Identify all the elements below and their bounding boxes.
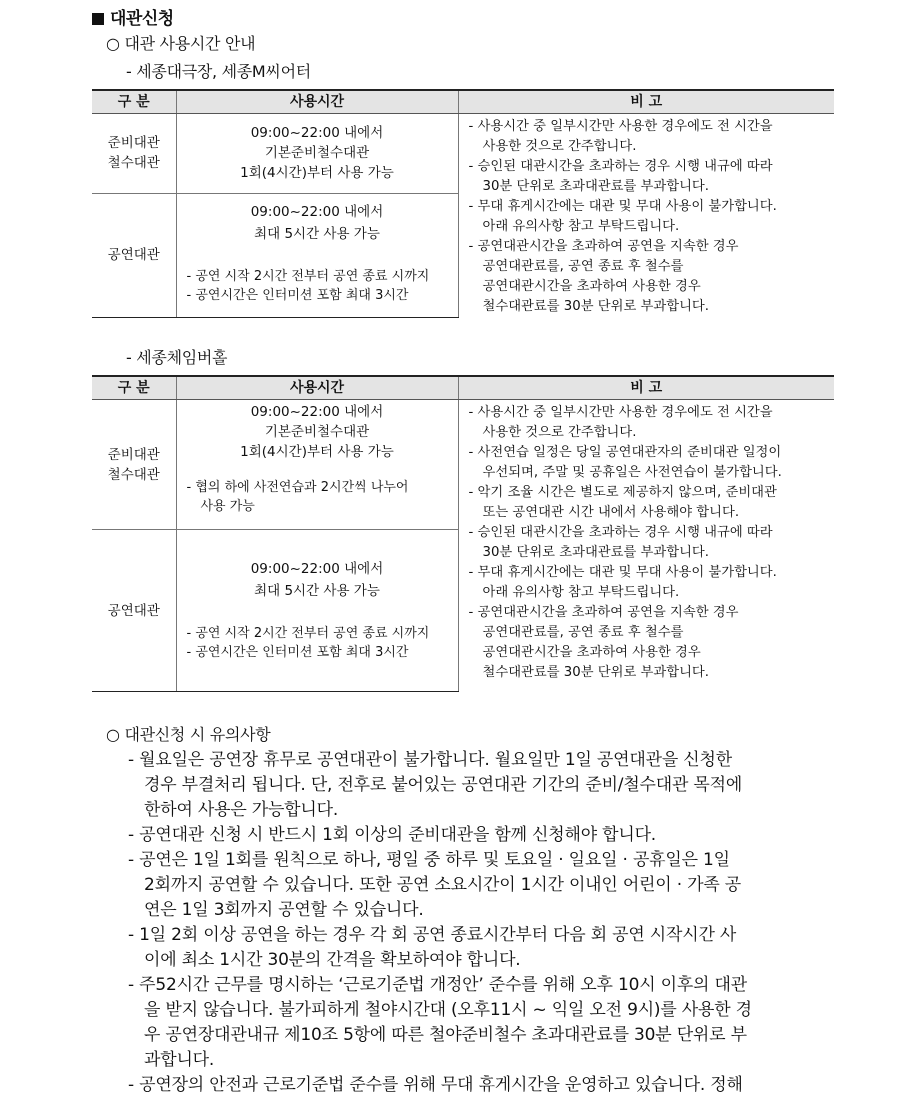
time-line: 09:00~22:00 내에서 — [250, 203, 384, 220]
header-time: 사용시간 — [176, 90, 458, 114]
note-item: - 공연대관시간을 초과하여 공연을 지속한 경우 공연대관료를, 공연 종료 후 철수를 공연대관시간을 초과하여 사용한 경우 철수대관료를 30분 단위로 부과합니다. — [468, 239, 739, 314]
hours-table-2 — [92, 375, 834, 692]
note-item: - 사용시간 중 일부시간만 사용한 경우에도 전 시간을 사용한 것으로 간주합니다. — [468, 119, 773, 154]
section-title: 대관신청 — [92, 4, 174, 29]
header-category: 구 분 — [92, 376, 176, 400]
table-header-row — [92, 90, 834, 114]
time-note: - 협의 하에 사전연습과 2시간씩 나누어 사용 가능 — [186, 480, 409, 514]
header-note: 비 고 — [458, 376, 834, 400]
note-cell — [458, 400, 834, 692]
note-item: - 승인된 대관시간을 초과하는 경우 시행 내규에 따라 30분 단위로 초과대관료를 부과합니다. — [468, 159, 773, 194]
time-line: 기본준비철수대관 — [264, 145, 370, 162]
time-note: - 공연시간은 인터미션 포함 최대 3시간 — [186, 287, 409, 303]
note-item: - 사용시간 중 일부시간만 사용한 경우에도 전 시간을 사용한 것으로 간주합니다. — [468, 405, 773, 440]
row-category: 준비대관 철수대관 — [92, 400, 176, 530]
time-line: 1회(4시간)부터 사용 가능 — [240, 444, 394, 460]
precaution-item: - 월요일은 공연장 휴무로 공연대관이 불가합니다. 월요일만 1일 공연대관을 신청한 경우 부결처리 됩니다. 단, 전후로 붙어있는 공연대관 기간의 준비/철수대관 목적에 한하여 사용은 가능합니다. — [128, 750, 743, 820]
row-category: 준비대관 철수대관 — [92, 114, 176, 194]
venue2-heading: - 세종체임버홀 — [126, 348, 228, 367]
time-note: - 공연 시작 2시간 전부터 공연 종료 시까지 — [186, 268, 430, 284]
time-line: 최대 5시간 사용 가능 — [254, 225, 380, 242]
row-time — [176, 400, 458, 530]
precaution-item: - 주52시간 근무를 명시하는 ‘근로기준법 개정안’ 준수를 위해 오후 10시 이후의 대관 을 받지 않습니다. 불가피하게 철야시간대 (오후11시 ~ 익일 오전 9시)를 사용한 경 우 공연장대관내규 제10조 5항에 따른 철야준비철수 초과대관료를 30분 단위로 부 과합니다. — [128, 975, 752, 1070]
time-line: 기본준비철수대관 — [264, 424, 370, 440]
time-line: 09:00~22:00 내에서 — [250, 125, 384, 142]
table-header-row — [92, 376, 834, 400]
precautions-heading: ○ 대관신청 시 유의사항 — [106, 725, 271, 744]
precaution-item: - 공연장의 안전과 근로기준법 준수를 위해 무대 휴게시간을 운영하고 있습니다. 정해 — [128, 1075, 743, 1095]
table-row — [92, 114, 834, 194]
square-bullet-icon — [92, 13, 104, 25]
row-category: 공연대관 — [92, 193, 176, 317]
row-time — [176, 114, 458, 194]
header-note: 비 고 — [458, 90, 834, 114]
header-category: 구 분 — [92, 90, 176, 114]
time-line: 09:00~22:00 내에서 — [250, 561, 384, 577]
precaution-item: - 1일 2회 이상 공연을 하는 경우 각 회 공연 종료시간부터 다음 회 공연 시작시간 사 이에 최소 1시간 30분의 간격을 확보하여야 합니다. — [128, 925, 737, 970]
table-row — [92, 400, 834, 530]
time-line: 최대 5시간 사용 가능 — [254, 583, 380, 599]
note-item: - 무대 휴게시간에는 대관 및 무대 사용이 불가합니다. 아래 유의사항 참고 부탁드립니다. — [468, 199, 777, 234]
row-time — [176, 530, 458, 692]
hours-table-1 — [92, 89, 834, 318]
note-item: - 승인된 대관시간을 초과하는 경우 시행 내규에 따라 30분 단위로 초과대관료를 부과합니다. — [468, 525, 773, 560]
time-line: 09:00~22:00 내에서 — [250, 404, 384, 420]
venue1-heading: - 세종대극장, 세종M씨어터 — [126, 62, 311, 81]
precautions-list — [128, 748, 840, 1098]
time-line: 1회(4시간)부터 사용 가능 — [240, 165, 394, 182]
note-item: - 공연대관시간을 초과하여 공연을 지속한 경우 공연대관료를, 공연 종료 후 철수를 공연대관시간을 초과하여 사용한 경우 철수대관료를 30분 단위로 부과합니다. — [468, 605, 739, 680]
precaution-item: - 공연대관 신청 시 반드시 1회 이상의 준비대관을 함께 신청해야 합니다. — [128, 825, 657, 845]
hours-heading: ○ 대관 사용시간 안내 — [106, 34, 256, 53]
precaution-item: - 공연은 1일 1회를 원칙으로 하나, 평일 중 하루 및 토요일 · 일요일 · 공휴일은 1일 2회까지 공연할 수 있습니다. 또한 공연 소요시간이 1시간 이내인 어린이 · 가족 공 연은 1일 3회까지 공연할 수 있습니다. — [128, 850, 741, 920]
header-time: 사용시간 — [176, 376, 458, 400]
note-item: - 악기 조율 시간은 별도로 제공하지 않으며, 준비대관 또는 공연대관 시간 내에서 사용해야 합니다. — [468, 485, 777, 520]
note-cell — [458, 114, 834, 318]
time-note: - 공연 시작 2시간 전부터 공연 종료 시까지 — [186, 626, 430, 641]
time-note: - 공연시간은 인터미션 포함 최대 3시간 — [186, 645, 409, 660]
note-item: - 무대 휴게시간에는 대관 및 무대 사용이 불가합니다. 아래 유의사항 참고 부탁드립니다. — [468, 565, 777, 600]
note-item: - 사전연습 일정은 당일 공연대관자의 준비대관 일정이 우선되며, 주말 및 공휴일은 사전연습이 불가합니다. — [468, 445, 782, 480]
row-time — [176, 193, 458, 317]
row-category: 공연대관 — [92, 530, 176, 692]
